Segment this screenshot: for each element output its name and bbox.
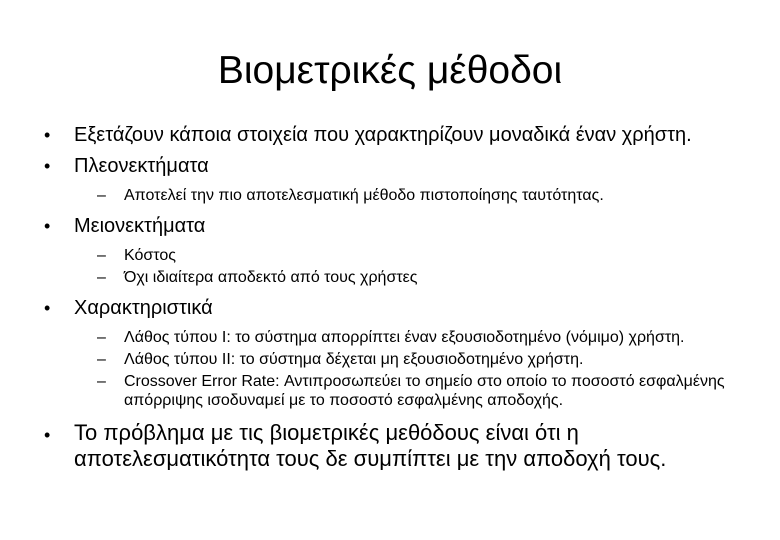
sub-item-text: Όχι ιδιαίτερα αποδεκτό από τους χρήστες [124, 269, 418, 286]
bullet-text: Πλεονεκτήματα [74, 155, 209, 177]
slide-title: Βιομετρικές μέθοδοι [217, 49, 563, 92]
bullet-icon: • [44, 298, 51, 318]
sub-item-text: Crossover Error Rate: Αντιπροσωπεύει το σημείο στο οποίο το ποσοστό εσφαλμένης απόρριψης ισοδυναμεί με το ποσοστό εσφαλμένης αποδοχής. [124, 373, 725, 409]
bullet-text: Μειονεκτήματα [74, 215, 206, 237]
dash-icon: – [97, 329, 106, 346]
sub-item [44, 186, 754, 205]
sub-item [44, 350, 754, 369]
sub-item [44, 268, 754, 287]
sub-item [44, 328, 754, 347]
bullet-icon: • [44, 216, 51, 236]
bullet-text: Χαρακτηριστικά [74, 297, 213, 319]
bullet-item [44, 297, 754, 320]
sub-item-text: Αποτελεί την πιο αποτελεσματική μέθοδο πιστοποίησης ταυτότητας. [124, 187, 604, 204]
sub-item [44, 246, 754, 265]
dash-icon: – [97, 187, 106, 204]
bullet-icon: • [44, 156, 51, 176]
sub-item [44, 372, 754, 410]
bullet-icon: • [44, 425, 51, 445]
bullet-item [44, 155, 754, 178]
bullet-item [44, 124, 754, 147]
dash-icon: – [97, 247, 106, 264]
bullet-icon: • [44, 125, 51, 145]
bullet-item [44, 420, 754, 472]
bullet-item [44, 215, 754, 238]
sub-item-text: Κόστος [124, 247, 176, 264]
slide-body [44, 124, 754, 480]
sub-item-text: Λάθος τύπου ΙΙ: το σύστημα δέχεται μη εξουσιοδοτημένο χρήστη. [124, 351, 584, 368]
bullet-text: Εξετάζουν κάποια στοιχεία που χαρακτηρίζουν μοναδικά έναν χρήστη. [74, 124, 692, 146]
sub-item-text: Λάθος τύπου Ι: το σύστημα απορρίπτει έναν εξουσιοδοτημένο (νόμιμο) χρήστη. [124, 329, 685, 346]
bullet-text: Το πρόβλημα με τις βιομετρικές μεθόδους είναι ότι η αποτελεσματικότητα τους δε συμπίπτει με την αποδοχή τους. [74, 420, 667, 471]
dash-icon: – [97, 351, 106, 368]
dash-icon: – [97, 373, 106, 390]
dash-icon: – [97, 269, 106, 286]
